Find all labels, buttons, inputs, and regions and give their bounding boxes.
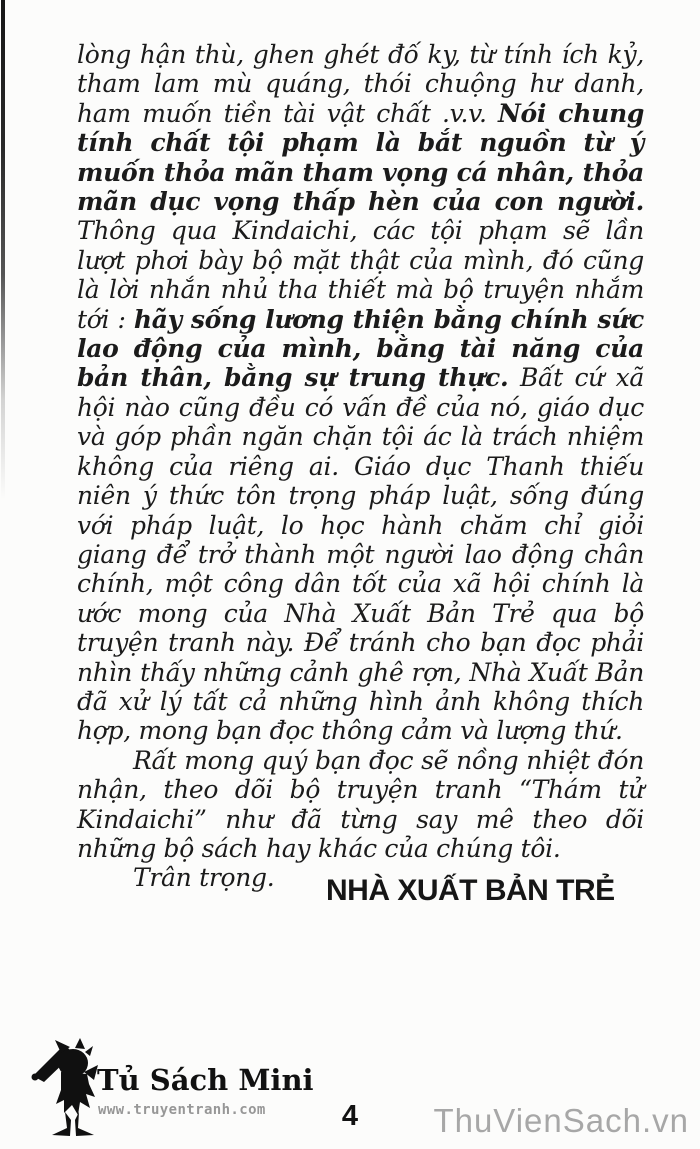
text-run-bold: hãy sống lương thiện bằng chính sức lao động của mình, bằng tài năng của bản thân, bằng sự trung thực. bbox=[77, 304, 644, 393]
site-watermark: ThuVienSach.vn bbox=[433, 1102, 689, 1139]
text-run-bold: Nói chung tính chất tội phạm là bắt nguồn từ ý muốn thỏa mãn tham vọng cá nhân, thỏa mãn dục vọng thấp hèn của con người. bbox=[77, 98, 644, 217]
logo-url: www.truyentranh.com bbox=[98, 1102, 266, 1118]
text-run: lòng hận thù, ghen ghét đố ky, từ tính ích kỷ, tham lam mù quáng, thói chuộng hư danh, ham muốn tiền tài vật chất .v.v. bbox=[77, 40, 644, 128]
text-run: Thông qua Kindaichi, các tội phạm sẽ lần lượt phơi bày bộ mặt thật của mình, đó cũng là lời nhắn nhủ tha thiết mà bộ truyện nhắm tới : bbox=[77, 216, 644, 334]
paragraph-2: Rất mong quý bạn đọc sẽ nồng nhiệt đón nhận, theo dõi bộ truyện tranh “Thám tử Kindaichi” như đã từng say mê theo dõi những bộ sách hay khác của chúng tôi. bbox=[77, 745, 644, 863]
publisher-signature: NHÀ XUẤT BẢN TRẺ bbox=[326, 874, 615, 907]
page-number: 4 bbox=[341, 1100, 359, 1132]
logo-title: Tủ Sách Mini bbox=[97, 1063, 314, 1097]
paragraph-1 bbox=[77, 40, 644, 746]
publisher-note-text bbox=[77, 40, 644, 893]
paragraph-3-closing: Trân trọng. bbox=[133, 863, 275, 893]
chibi-swordsman-silhouette-icon bbox=[30, 1038, 106, 1146]
text-run: Bất cứ xã hội nào cũng đều có vấn đề của nó, giáo dục và góp phần ngăn chặn tội ác là trách nhiệm không của riêng ai. Giáo dục Thanh thiếu niên ý thức tôn trọng pháp luật, sống đúng với pháp luật, lo học hành chăm chỉ giỏi giang để trở thành một người lao động chân chính, một công dân tốt của xã hội chính là ước mong của Nhà Xuất Bản Trẻ qua bộ truyện tranh này. Để tránh cho bạn đọc phải nhìn thấy những cảnh ghê rợn, Nhà Xuất Bản đã xử lý tất cả những hình ảnh không thích hợp, mong bạn đọc thông cảm và lượng thứ. bbox=[77, 363, 644, 746]
scan-binding-edge bbox=[1, 0, 5, 500]
publisher-logo bbox=[30, 1038, 314, 1148]
